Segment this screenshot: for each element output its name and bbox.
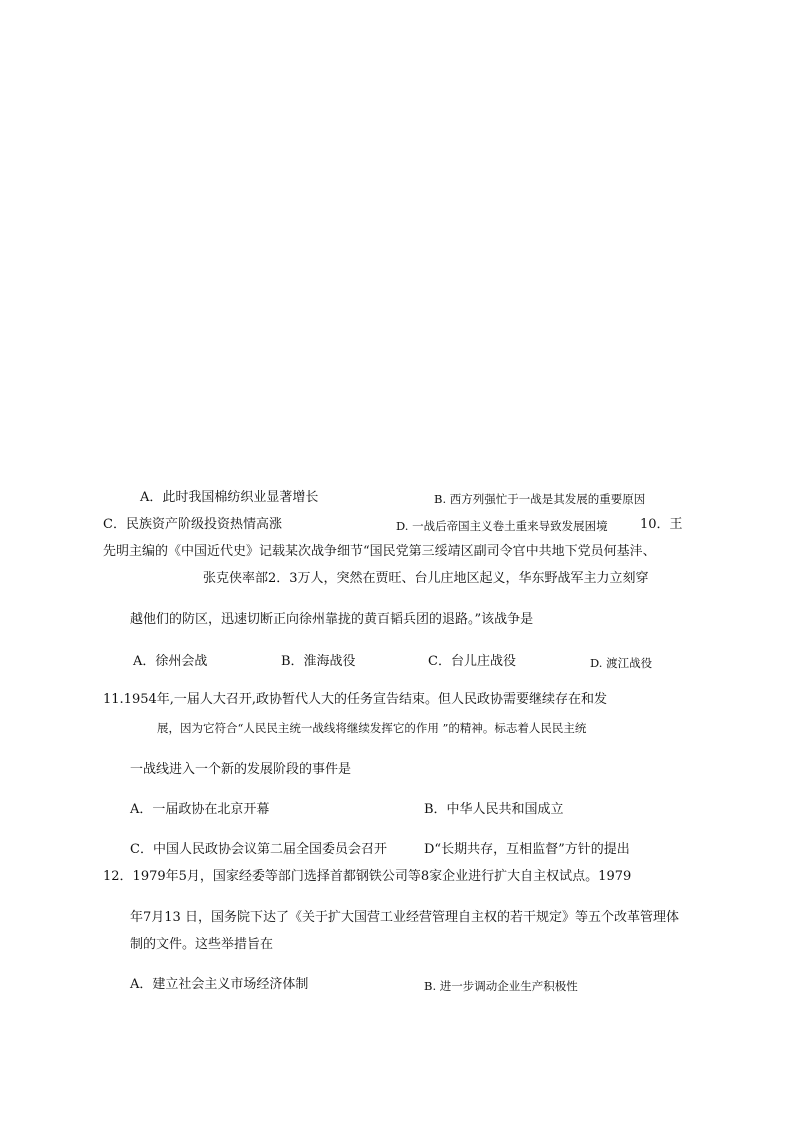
q10-number: 10．王 [640, 517, 683, 532]
q10-option-b: B．淮海战役 [281, 654, 356, 669]
q10-stem-line3: 越他们的防区，迅速切断正向徐州靠拢的黄百韬兵团的退路。”该战争是 [130, 612, 534, 627]
q9-option-b: B. 西方列强忙于一战是其发展的重要原因 [434, 492, 646, 506]
q12-option-b: B. 进一步调动企业生产积极性 [424, 979, 578, 993]
q10-option-a: A．徐州会战 [133, 654, 208, 669]
q12-option-a: A．建立社会主义市场经济体制 [130, 977, 309, 992]
q11-option-b: B．中华人民共和国成立 [424, 802, 564, 817]
q11-option-c: C．中国人民政协会议第二届全国委员会召开 [130, 842, 387, 857]
q11-stem-line3: 一战线进入一个新的发展阶段的事件是 [130, 762, 352, 777]
q12-stem-line3: 制的文件。这些举措旨在 [130, 937, 274, 952]
q10-stem-line2: 张克侠率部2．3万人，突然在贾旺、台儿庄地区起义，华东野战军主力立刻穿 [203, 571, 649, 586]
q11-stem-line1: 11.1954年,一届人大召开,政协暂代人大的任务宣告结束。但人民政协需要继续存在和发 [103, 692, 608, 707]
q9-option-c: C．民族资产阶级投资热情高涨 [103, 517, 282, 532]
q11-option-d: D“长期共存，互相监督”方针的提出 [424, 842, 630, 857]
q11-stem-line2: 展，因为它符合“人民民主统一战线将继续发挥它的作用 ”的精神。标志着人民民主统 [157, 721, 587, 735]
q10-option-d: D. 渡江战役 [590, 656, 653, 670]
q9-option-d: D. 一战后帝国主义卷土重来导致发展困境 [396, 519, 608, 533]
q10-option-c: C．台儿庄战役 [428, 654, 516, 669]
q12-stem-line1: 12．1979年5月，国家经委等部门选择首都钢铁公司等8家企业进行扩大自主权试点。1979 [103, 869, 632, 884]
q10-stem-line1: 先明主编的《中国近代史》记载某次战争细节“国民党第三绥靖区副司令官中共地下党员何基沣、 [103, 544, 656, 559]
q12-stem-line2: 年7月13 日，国务院下达了《关于扩大国营工业经营管理自主权的若干规定》等五个改革管理体 [130, 910, 679, 925]
q11-option-a: A．一届政协在北京开幕 [130, 802, 270, 817]
q9-option-a: A．此时我国棉纺织业显著增长 [140, 490, 319, 505]
